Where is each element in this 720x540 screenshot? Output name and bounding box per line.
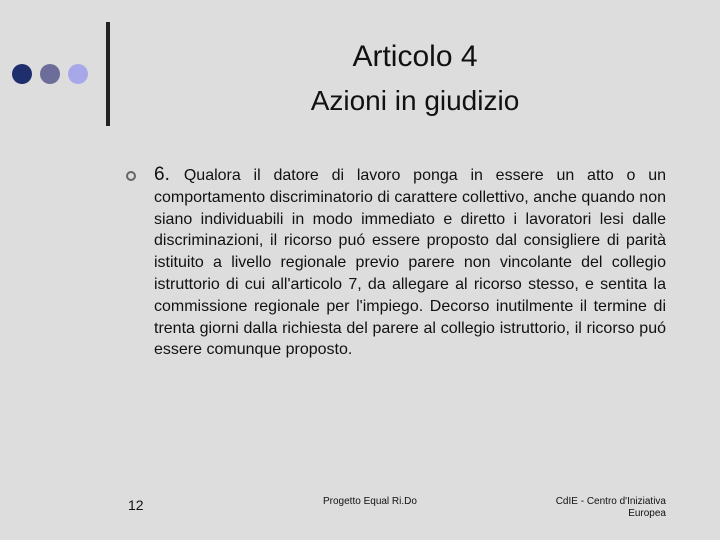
decorative-dots	[12, 64, 88, 84]
footer-organization-line-1: CdIE - Centro d'Iniziativa	[555, 496, 666, 507]
bullet-circle-icon	[126, 171, 136, 181]
dot-gray-blue-icon	[40, 64, 60, 84]
bullet-text-block	[154, 164, 666, 361]
title-area	[120, 38, 710, 120]
slide-subtitle: Azioni in giudizio	[310, 85, 520, 116]
footer-project-name: Progetto Equal Ri.Do	[323, 496, 417, 507]
page-number: 12	[128, 497, 144, 513]
dot-light-blue-icon	[68, 64, 88, 84]
bullet-body-text: Qualora il datore di lavoro ponga in essere un atto o un comportamento discriminatorio di carattere collettivo, anche quando non siano individuabili in modo immediato e diretto i lavoratori lesi dalle discriminazioni, il ricorso puó essere proposto dal consigliere di parità istituito a livello regionale previo parere non vincolante del collegio istruttorio di cui all'articolo 7, da allegare al ricorso stesso, e sentita la commissione regionale per l'impiego. Decorso inutilmente il termine di trenta giorni dalla richiesta del parere al collegio istruttorio, il ricorso puó essere comunque proposto.	[154, 167, 666, 359]
bullet-paragraph	[126, 164, 666, 361]
title-divider-line	[106, 22, 110, 126]
bullet-number: 6.	[154, 164, 170, 185]
slide-title: Articolo 4	[352, 40, 478, 73]
footer-organization-line-2: Europea	[628, 508, 666, 519]
footer-organization	[518, 496, 666, 520]
dot-dark-blue-icon	[12, 64, 32, 84]
